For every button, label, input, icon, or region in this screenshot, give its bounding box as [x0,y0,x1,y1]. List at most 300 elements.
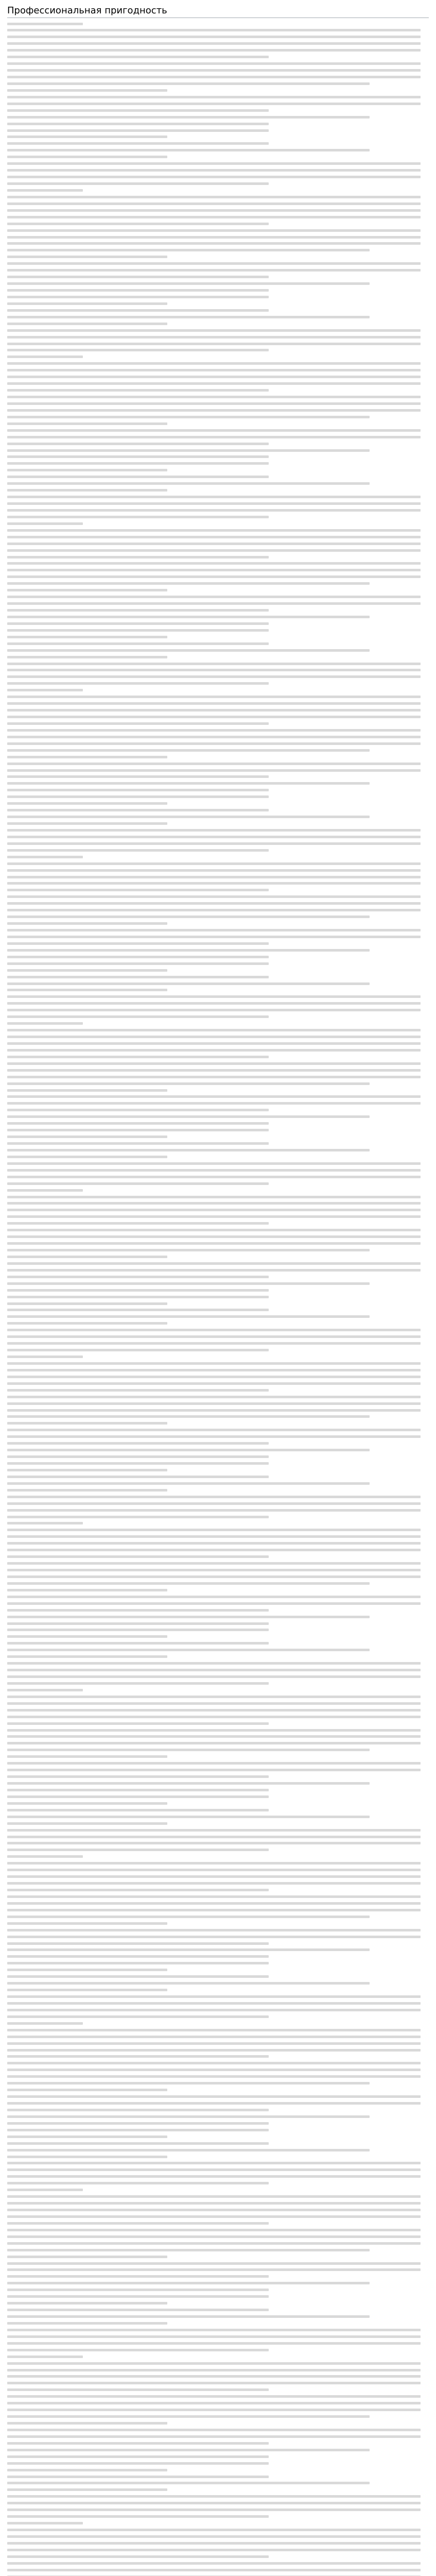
text-line [7,35,429,41]
text-line [7,1147,429,1154]
text-line [7,708,429,715]
text-line [7,1668,429,1674]
text-line [7,288,429,295]
text-line [7,2381,429,2387]
text-line [7,1208,429,1214]
text-line [7,988,429,994]
text-line [7,1507,429,1514]
text-line [7,2007,429,2014]
text-line [7,1035,429,1041]
text-line [7,2401,429,2408]
text-line [7,448,429,454]
text-line [7,2534,429,2540]
text-line [7,2201,429,2208]
text-line [7,1961,429,1968]
text-line [7,1888,429,1894]
text-line [7,2194,429,2201]
text-line [7,1794,429,1801]
document-title: Профессиональная пригодность [7,5,429,18]
text-line [7,815,429,821]
text-line [7,1141,429,1148]
text-line [7,141,429,148]
text-line [7,2127,429,2134]
text-line [7,1587,429,1594]
text-line [7,2274,429,2281]
text-line [7,2341,429,2347]
text-line [7,1274,429,1281]
text-line [7,1294,429,1301]
text-line [7,2247,429,2254]
text-line [7,934,429,941]
text-line [7,121,429,128]
text-line [7,588,429,595]
text-line [7,2027,429,2034]
text-line [7,1781,429,1788]
text-line [7,1621,429,1628]
text-line [7,2314,429,2321]
text-line [7,334,429,341]
text-line [7,2061,429,2067]
text-line [7,1714,429,1721]
text-line [7,2354,429,2361]
text-line [7,441,429,448]
text-line [7,181,429,188]
text-line [7,2540,429,2547]
text-line [7,1861,429,1868]
text-line [7,1801,429,1807]
text-line [7,1267,429,1274]
text-line [7,68,429,75]
text-line [7,1927,429,1934]
text-line [7,1914,429,1921]
text-line [7,314,429,321]
text-line [7,1654,429,1661]
text-line [7,2561,429,2567]
text-line [7,1381,429,1387]
text-line [7,1814,429,1821]
text-line [7,1334,429,1341]
text-line [7,748,429,754]
text-line [7,1067,429,1074]
text-line [7,1481,429,1487]
text-line [7,2301,429,2308]
text-line [7,1734,429,1741]
text-line [7,914,429,921]
text-line [7,827,429,834]
text-line [7,1441,429,1448]
text-line [7,941,429,947]
text-line [7,2261,429,2267]
text-line [7,2474,429,2481]
text-line [7,1581,429,1587]
text-line [7,354,429,361]
text-line [7,1501,429,1507]
text-line [7,1787,429,1794]
text-line [7,1721,429,1727]
text-line [7,1674,429,1681]
text-line [7,2421,429,2428]
text-line [7,308,429,314]
text-line [7,1354,429,1361]
text-line [7,1601,429,1607]
text-line [7,1281,429,1287]
text-line [7,501,429,508]
text-line [7,741,429,748]
text-line [7,774,429,781]
text-line [7,1188,429,1194]
text-line [7,1628,429,1634]
text-line [7,2074,429,2081]
text-line [7,1421,429,1428]
text-line [7,1387,429,1394]
text-line [7,1241,429,1248]
text-line [7,908,429,914]
text-line [7,888,429,894]
text-line [7,2001,429,2007]
text-line [7,401,429,408]
text-line [7,1694,429,1701]
text-line [7,2481,429,2487]
text-line [7,1834,429,1841]
text-line [7,1648,429,1654]
text-line [7,468,429,474]
text-line [7,541,429,548]
text-line [7,2034,429,2041]
text-line [7,2528,429,2534]
text-line [7,1981,429,1988]
text-line [7,281,429,288]
text-line [7,1641,429,1648]
text-line [7,375,429,381]
text-line [7,2107,429,2114]
text-line [7,2454,429,2461]
text-line [7,2361,429,2367]
text-line [7,275,429,281]
text-line [7,1854,429,1861]
text-line [7,1401,429,1408]
text-line [7,1054,429,1061]
text-line [7,55,429,61]
text-line [7,1041,429,1047]
text-line [7,2441,429,2447]
text-line [7,1321,429,1328]
text-line [7,461,429,468]
text-line [7,1821,429,1827]
text-line [7,1827,429,1834]
text-line [7,1154,429,1161]
text-line [7,568,429,574]
text-line [7,1074,429,1081]
text-line [7,2281,429,2287]
text-line [7,1701,429,1707]
text-line [7,148,429,155]
text-line [7,208,429,214]
document-body [7,21,429,2576]
text-line [7,114,429,121]
text-line [7,1287,429,1294]
text-line [7,848,429,854]
text-line [7,1874,429,1881]
text-line [7,2081,429,2088]
text-line [7,648,429,654]
text-line [7,194,429,201]
text-line [7,268,429,275]
text-line [7,1661,429,1668]
text-line [7,201,429,208]
text-line [7,1774,429,1781]
text-line [7,1807,429,1814]
text-line [7,428,429,434]
text-line [7,2461,429,2467]
text-line [7,574,429,581]
text-line [7,1434,429,1441]
text-line [7,1934,429,1941]
text-line [7,2208,429,2214]
text-line [7,681,429,688]
text-line [7,1001,429,1008]
text-line [7,1328,429,1334]
text-line [7,734,429,741]
text-line [7,1028,429,1035]
text-line [7,2507,429,2514]
text-line [7,2214,429,2221]
text-line [7,721,429,727]
text-line [7,1707,429,1714]
text-line [7,1561,429,1568]
text-line [7,674,429,681]
text-line [7,1201,429,1208]
text-line [7,255,429,261]
text-line [7,2487,429,2494]
text-line [7,2501,429,2507]
text-line [7,2234,429,2241]
text-line [7,2134,429,2141]
text-line [7,595,429,601]
text-line [7,2254,429,2261]
text-line [7,854,429,861]
text-line [7,1841,429,1848]
text-line [7,1128,429,1134]
text-line [7,1528,429,1534]
text-line [7,1487,429,1494]
text-line [7,841,429,848]
text-line [7,2294,429,2301]
text-line [7,2327,429,2334]
text-line [7,2021,429,2027]
text-line [7,1494,429,1501]
text-line [7,921,429,928]
text-line [7,621,429,628]
text-line [7,1901,429,1907]
text-line [7,2521,429,2528]
text-line [7,2181,429,2188]
text-line [7,395,429,401]
text-line [7,901,429,908]
text-line [7,1374,429,1381]
text-line [7,2174,429,2181]
text-line [7,301,429,308]
text-line [7,1308,429,1314]
text-line [7,2241,429,2247]
text-line [7,214,429,221]
text-line [7,861,429,868]
text-line [7,694,429,701]
text-line [7,1254,429,1261]
text-line [7,1194,429,1201]
text-line [7,768,429,774]
text-line [7,1081,429,1088]
text-line [7,48,429,55]
text-line [7,981,429,988]
text-line [7,2014,429,2021]
text-line [7,954,429,961]
text-line [7,641,429,648]
text-line [7,968,429,974]
text-line [7,1101,429,1108]
text-line [7,321,429,328]
text-line [7,1361,429,1367]
text-line [7,2088,429,2094]
text-line [7,388,429,395]
text-line [7,2047,429,2054]
text-line [7,2387,429,2394]
text-line [7,1088,429,1094]
text-line [7,2287,429,2294]
text-line [7,2547,429,2554]
text-line [7,228,429,234]
text-line [7,2121,429,2127]
text-line [7,361,429,368]
text-line [7,474,429,481]
text-line [7,1594,429,1601]
text-line [7,1921,429,1927]
text-line [7,1261,429,1267]
text-line [7,2227,429,2234]
text-line [7,1454,429,1461]
text-line [7,821,429,828]
text-line [7,1014,429,1021]
text-line [7,1768,429,1774]
text-line [7,1394,429,1401]
text-line [7,507,429,514]
text-line [7,94,429,101]
text-line [7,1021,429,1028]
text-line [7,108,429,114]
text-line [7,2567,429,2574]
text-line [7,1574,429,1581]
text-line [7,175,429,181]
text-line [7,75,429,81]
text-line [7,654,429,661]
text-line [7,868,429,874]
text-line [7,21,429,28]
text-line [7,2054,429,2061]
text-line [7,1161,429,1167]
text-line [7,2114,429,2121]
text-line [7,561,429,568]
text-line [7,1614,429,1621]
text-line [7,348,429,354]
text-line [7,421,429,428]
text-line [7,2147,429,2154]
text-line [7,548,429,554]
text-line [7,1008,429,1014]
text-line [7,88,429,94]
text-line [7,1868,429,1874]
text-line [7,1428,429,1434]
text-line [7,1748,429,1754]
text-line [7,2154,429,2161]
text-line [7,294,429,301]
text-line [7,2141,429,2147]
text-line [7,1348,429,1354]
text-line [7,2347,429,2354]
text-line [7,155,429,161]
text-line [7,488,429,495]
text-line [7,528,429,534]
text-line [7,481,429,488]
text-line [7,1461,429,1468]
text-line [7,2334,429,2341]
text-line [7,634,429,641]
text-line [7,434,429,441]
text-line [7,514,429,521]
text-line [7,248,429,255]
text-line [7,1474,429,1481]
text-line [7,1114,429,1121]
text-line [7,628,429,634]
text-line [7,128,429,134]
text-line [7,1181,429,1188]
text-line [7,1548,429,1554]
text-line [7,794,429,801]
text-line [7,2101,429,2108]
text-line [7,1881,429,1888]
text-line [7,381,429,388]
text-line [7,2161,429,2167]
text-line [7,188,429,194]
text-line [7,1248,429,1255]
text-line [7,1047,429,1054]
text-line [7,2067,429,2074]
text-line [7,368,429,375]
text-line [7,1514,429,1521]
text-line [7,241,429,248]
text-line [7,2514,429,2521]
text-line [7,668,429,674]
text-line [7,974,429,981]
text-line [7,408,429,414]
text-line [7,341,429,348]
text-line [7,1414,429,1421]
text-line [7,1341,429,1348]
text-line [7,2221,429,2227]
text-line [7,781,429,788]
text-line [7,1727,429,1734]
text-line [7,1568,429,1574]
text-line [7,1228,429,1234]
text-line [7,688,429,694]
text-line [7,2094,429,2101]
text-line [7,2574,429,2576]
text-line [7,808,429,815]
text-line [7,328,429,334]
text-line [7,608,429,615]
text-line [7,661,429,668]
text-line [7,1607,429,1614]
text-line [7,454,429,461]
text-line [7,2494,429,2501]
